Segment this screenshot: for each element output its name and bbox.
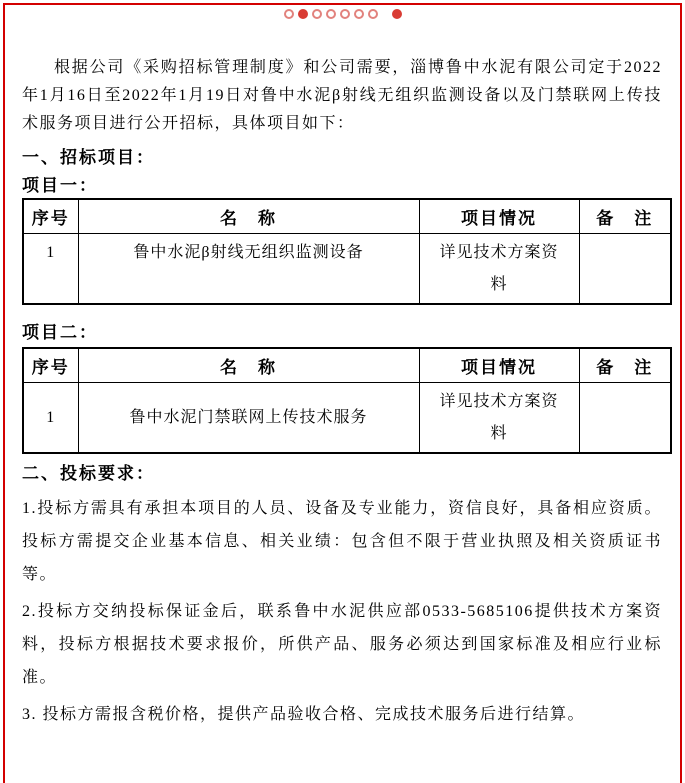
requirement-item-3: 3. 投标方需报含税价格，提供产品验收合格、完成技术服务后进行结算。 (22, 706, 586, 723)
pagination-dot[interactable] (392, 9, 402, 19)
cell-seq: 1 (23, 234, 78, 305)
table-row (23, 383, 671, 454)
pagination-dot[interactable] (340, 9, 350, 19)
table-row (23, 234, 671, 305)
header-cell-name: 名 称 (78, 348, 419, 383)
header-cell-info: 项目情况 (419, 348, 579, 383)
pagination-dot[interactable] (354, 9, 364, 19)
cell-seq: 1 (23, 383, 78, 454)
pagination-dot[interactable] (312, 9, 322, 19)
project1-label: 项目一： (22, 176, 98, 195)
header-cell-seq: 序号 (23, 199, 78, 234)
cell-remark (579, 383, 671, 454)
pagination-dot[interactable] (326, 9, 336, 19)
document-body (22, 50, 662, 731)
tender-table-project2 (22, 347, 672, 454)
cell-name: 鲁中水泥门禁联网上传技术服务 (78, 383, 419, 454)
header-cell-name: 名 称 (78, 199, 419, 234)
section-heading-tender-projects: 一、招标项目： (22, 148, 155, 167)
pagination-dot[interactable] (284, 9, 294, 19)
pagination-dot[interactable] (298, 9, 308, 19)
project2-label: 项目二： (22, 323, 98, 342)
section-heading-bid-requirements: 二、投标要求： (22, 464, 155, 483)
header-cell-remark: 备 注 (579, 199, 671, 234)
intro-paragraph: 根据公司《采购招标管理制度》和公司需要，淄博鲁中水泥有限公司定于2022年1月16日至2022年1月19日对鲁中水泥β射线无组织监测设备以及门禁联网上传技术服务项目进行公开招标，具体项目如下： (22, 59, 662, 132)
requirement-item-1: 1.投标方需具有承担本项目的人员、设备及专业能力，资信良好，具备相应资质。投标方需提交企业基本信息、相关业绩：包含但不限于营业执照及相关资质证书等。 (22, 500, 662, 583)
cell-name: 鲁中水泥β射线无组织监测设备 (78, 234, 419, 305)
pagination-dot[interactable] (368, 9, 378, 19)
pagination-dots (0, 8, 685, 20)
tender-table-project1 (22, 198, 672, 305)
header-cell-remark: 备 注 (579, 348, 671, 383)
cell-remark (579, 234, 671, 305)
header-cell-seq: 序号 (23, 348, 78, 383)
table-header-row (23, 199, 671, 234)
table-header-row (23, 348, 671, 383)
header-cell-info: 项目情况 (419, 199, 579, 234)
requirement-item-2: 2.投标方交纳投标保证金后，联系鲁中水泥供应部0533-5685106提供技术方案资料，投标方根据技术要求报价，所供产品、服务必须达到国家标准及相应行业标准。 (22, 603, 662, 686)
cell-info: 详见技术方案资料 (419, 234, 579, 305)
cell-info: 详见技术方案资料 (419, 383, 579, 454)
